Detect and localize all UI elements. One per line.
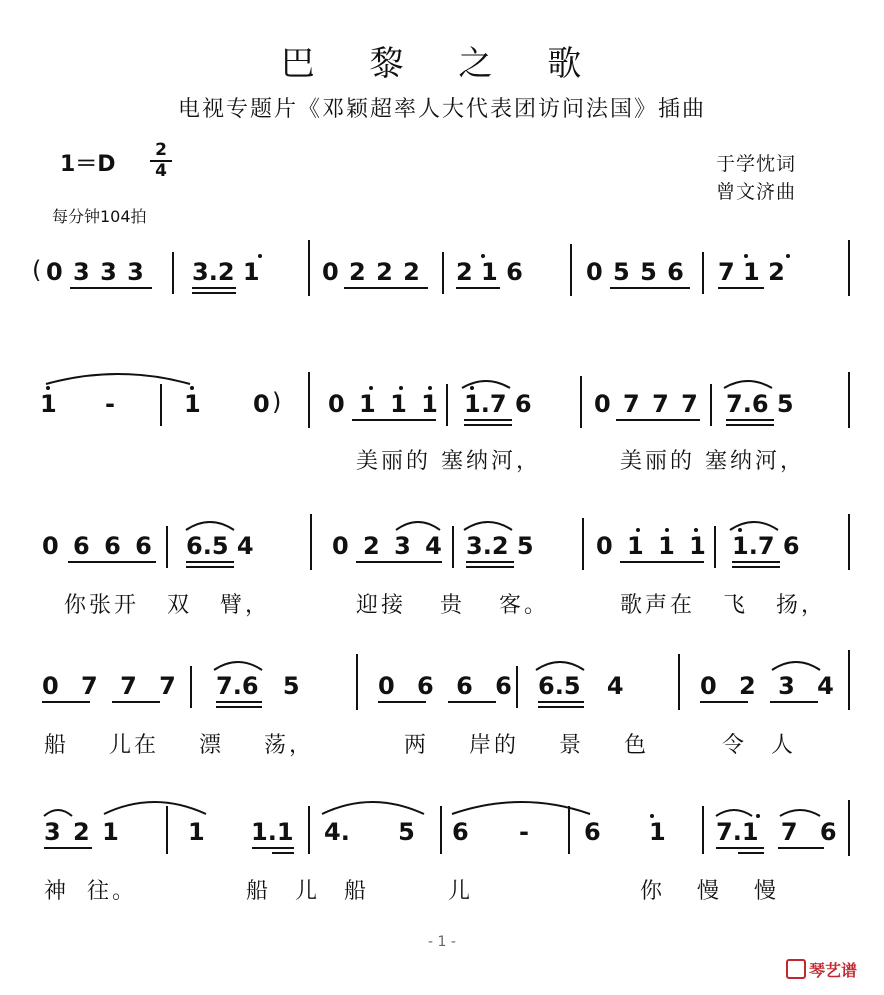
- page-number: - 1 -: [428, 934, 456, 950]
- slur: [780, 810, 820, 816]
- slur: [214, 662, 262, 670]
- slur: [716, 810, 752, 816]
- lyric: 迎接 贵 客。: [356, 593, 549, 618]
- watermark: [786, 958, 857, 981]
- song-title: 巴 黎 之 歌: [280, 44, 604, 84]
- barline: [570, 244, 572, 296]
- barline: [356, 654, 358, 710]
- measure: 0 6 6 6: [42, 532, 152, 560]
- lyric: 令 人: [722, 733, 796, 758]
- measure: 1.7 6: [464, 390, 532, 418]
- meter-bottom: 4: [155, 161, 167, 181]
- lyric: 船 儿在 漂 荡，: [44, 733, 314, 758]
- time-signature: [150, 142, 172, 180]
- barline: [678, 654, 680, 710]
- measure: 7.6 5: [216, 672, 300, 700]
- measure: 3.2 5: [466, 532, 534, 560]
- lyric: 神 往。: [44, 879, 137, 904]
- tie: [46, 374, 190, 384]
- key-signature: 1＝D: [60, 152, 116, 177]
- measure: 6 -: [452, 818, 530, 846]
- slur: [44, 810, 72, 816]
- barline: [710, 384, 712, 426]
- logo-icon: [786, 959, 806, 979]
- barline: [516, 666, 518, 708]
- barline: [166, 526, 168, 568]
- measure: 0 2 3 4: [332, 532, 442, 560]
- barline: [160, 384, 162, 426]
- barline: [308, 372, 310, 428]
- lyric: 歌声在 飞 扬，: [620, 593, 826, 618]
- lyric: 你张开 双 臂，: [64, 593, 270, 618]
- tie: [104, 802, 206, 814]
- measure: 7.1 7 6: [716, 818, 837, 846]
- measure: 1 0: [184, 390, 270, 418]
- measure: 3.2 1: [192, 258, 260, 286]
- barline: [452, 526, 454, 568]
- barline: [446, 384, 448, 426]
- measure: 0 3 3 3: [46, 258, 144, 286]
- barline: [848, 650, 850, 710]
- measure: 0 2 3 4: [700, 672, 834, 700]
- lyric: 两 岸的 景 色: [404, 733, 649, 758]
- close-paren: ): [272, 388, 282, 416]
- measure: 0 7 7 7: [42, 672, 176, 700]
- barline: [308, 806, 310, 854]
- slur: [396, 522, 440, 530]
- measure: 7 1 2: [718, 258, 785, 286]
- credits: [716, 150, 796, 206]
- lyric: 美丽的 塞纳河，: [356, 449, 541, 474]
- barline: [308, 240, 310, 296]
- lyric: 美丽的 塞纳河，: [620, 449, 805, 474]
- measure: 6 1: [584, 818, 666, 846]
- meter-top: 2: [155, 140, 167, 160]
- composer: 曾文济曲: [716, 181, 797, 203]
- slur: [464, 522, 512, 530]
- measure: 0 5 5 6: [586, 258, 684, 286]
- slur: [186, 522, 234, 530]
- measure: 1 1.1: [188, 818, 294, 846]
- watermark-text: 琴艺谱: [809, 961, 858, 980]
- measure: 3 2 1: [44, 818, 119, 846]
- open-paren: (: [32, 256, 42, 284]
- barline: [702, 806, 704, 854]
- measure: 0 1 1 1: [596, 532, 706, 560]
- measure: 0 7 7 7: [594, 390, 698, 418]
- barline: [568, 806, 570, 854]
- measure: 0 6 6 6: [378, 672, 512, 700]
- barline: [440, 806, 442, 854]
- lyricist: 于学忱词: [716, 153, 797, 175]
- barline: [582, 518, 584, 570]
- measure: 1 -: [40, 390, 116, 418]
- barline: [848, 800, 850, 856]
- measure: 0 2 2 2: [322, 258, 420, 286]
- measure: 4. 5: [324, 818, 415, 846]
- measure: 2 1 6: [456, 258, 523, 286]
- barline: [702, 252, 704, 294]
- lyric: 儿: [448, 879, 474, 904]
- measure: 6.5 4: [186, 532, 254, 560]
- lyric: 船 儿 船: [246, 879, 369, 904]
- barline: [848, 514, 850, 570]
- barline: [714, 526, 716, 568]
- slur: [772, 662, 820, 670]
- tempo-marking: 每分钟104拍: [52, 207, 147, 226]
- measure: 1.7 6: [732, 532, 800, 560]
- barline: [310, 514, 312, 570]
- measure: 7.6 5: [726, 390, 794, 418]
- barline: [442, 252, 444, 294]
- barline: [848, 372, 850, 428]
- measure: 6.5 4: [538, 672, 624, 700]
- slur: [322, 802, 424, 814]
- barline: [172, 252, 174, 294]
- barline: [166, 806, 168, 854]
- lyric: 你 慢 慢: [640, 879, 779, 904]
- slur: [724, 381, 772, 388]
- barline: [580, 376, 582, 428]
- song-subtitle: 电视专题片《邓颖超率人大代表团访问法国》插曲: [177, 97, 706, 122]
- slur: [536, 662, 584, 670]
- barline: [848, 240, 850, 296]
- barline: [190, 666, 192, 708]
- measure: 0 1 1 1: [328, 390, 438, 418]
